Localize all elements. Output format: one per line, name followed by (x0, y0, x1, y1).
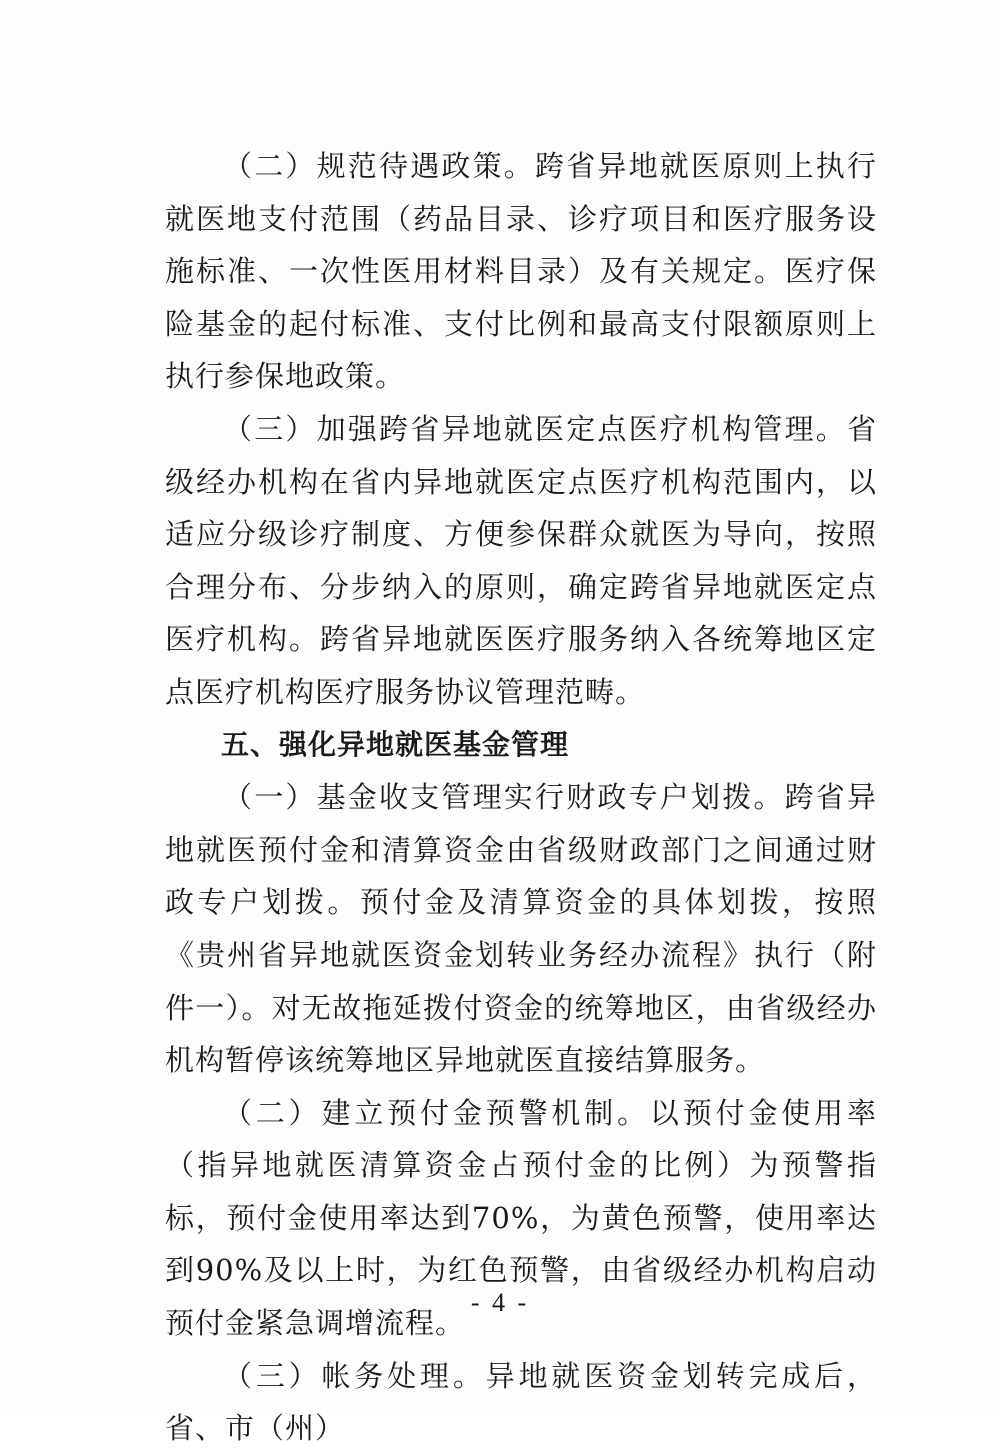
page-number: - 4 - (470, 1288, 530, 1317)
section-heading-fund-management: 五、强化异地就医基金管理 (221, 727, 570, 761)
paragraph-fund-transfer: （一）基金收支管理实行财政专户划拨。跨省异地就医预付金和清算资金由省级财政部门之间通过财政专户划拨。预付金及清算资金的具体划拨，按照《贵州省异地就医资金划转业务经办流程》执行（附件一）。对无故拖延拨付资金的统筹地区，由省级经办机构暂停该统筹地区异地就医直接结算服务。 (165, 780, 877, 1078)
paragraph-designated-institution-management: （三）加强跨省异地就医定点医疗机构管理。省级经办机构在省内异地就医定点医疗机构范围内，以适应分级诊疗制度、方便参保群众就医为导向，按照合理分布、分步纳入的原则，确定跨省异地就医定点医疗机构。跨省异地就医医疗服务纳入各统筹地区定点医疗机构医疗服务协议管理范畴。 (165, 411, 877, 709)
paragraph-standardize-benefit-policy: （二）规范待遇政策。跨省异地就医原则上执行就医地支付范围（药品目录、诊疗项目和医疗服务设施标准、一次性医用材料目录）及有关规定。医疗保险基金的起付标准、支付比例和最高支付限额原则上执行参保地政策。 (165, 149, 877, 394)
paragraph-prepayment-warning: （二）建立预付金预警机制。以预付金使用率（指异地就医清算资金占预付金的比例）为预警指标，预付金使用率达到70%，为黄色预警，使用率达到90%及以上时，为红色预警，由省级经办机构启动预付金紧急调增流程。 (165, 1095, 877, 1341)
paragraph-accounting: （三）帐务处理。异地就医资金划转完成后，省、市（州） (165, 1358, 877, 1446)
document-body (165, 140, 877, 1455)
